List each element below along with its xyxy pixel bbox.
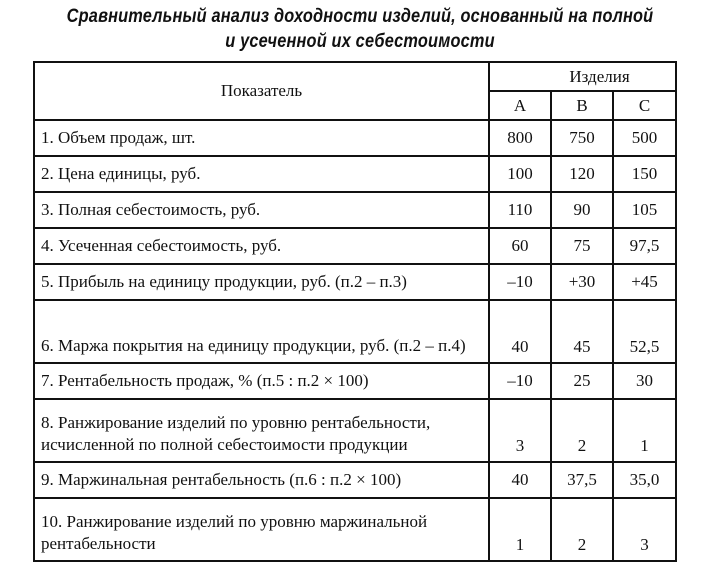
header-product-b: В (551, 91, 613, 120)
header-indicator: Показатель (34, 62, 489, 120)
row-value-b: 120 (551, 156, 613, 192)
row-value-b: 90 (551, 192, 613, 228)
row-label: 8. Ранжирование изделий по уровню рентабельности, исчисленной по полной себестоимости продукции (34, 399, 489, 462)
row-value-a: 1 (489, 498, 551, 561)
row-value-b: 25 (551, 363, 613, 399)
row-label: 6. Маржа покрытия на единицу продукции, руб. (п.2 – п.4) (34, 300, 489, 363)
header-product-c: С (613, 91, 676, 120)
row-value-c: +45 (613, 264, 676, 300)
row-value-c: 97,5 (613, 228, 676, 264)
title-line-2: и усеченной их себестоимости (225, 31, 495, 52)
row-label: 2. Цена единицы, руб. (34, 156, 489, 192)
row-value-b: 75 (551, 228, 613, 264)
row-value-b: 2 (551, 399, 613, 462)
row-value-c: 35,0 (613, 462, 676, 498)
row-value-c: 3 (613, 498, 676, 561)
page-title (50, 4, 669, 54)
row-value-a: 110 (489, 192, 551, 228)
table-row (34, 300, 676, 363)
row-value-a: 40 (489, 462, 551, 498)
row-value-b: 37,5 (551, 462, 613, 498)
table-row (34, 228, 676, 264)
row-value-c: 105 (613, 192, 676, 228)
row-value-b: 45 (551, 300, 613, 363)
row-value-a: 40 (489, 300, 551, 363)
table-row (34, 363, 676, 399)
row-value-a: 3 (489, 399, 551, 462)
header-products-group: Изделия (489, 62, 676, 91)
row-value-a: –10 (489, 363, 551, 399)
row-value-b: 2 (551, 498, 613, 561)
row-label: 1. Объем продаж, шт. (34, 120, 489, 156)
table-row (34, 120, 676, 156)
row-label: 3. Полная себестоимость, руб. (34, 192, 489, 228)
title-line-1: Сравнительный анализ доходности изделий, основанный на полной (66, 6, 654, 27)
table-row (34, 192, 676, 228)
comparison-table (33, 61, 677, 562)
row-label: 10. Ранжирование изделий по уровню маржинальной рентабельности (34, 498, 489, 561)
row-label: 5. Прибыль на единицу продукции, руб. (п.2 – п.3) (34, 264, 489, 300)
row-value-b: +30 (551, 264, 613, 300)
table-row (34, 264, 676, 300)
row-value-b: 750 (551, 120, 613, 156)
row-label: 4. Усеченная себестоимость, руб. (34, 228, 489, 264)
row-value-c: 52,5 (613, 300, 676, 363)
row-value-c: 500 (613, 120, 676, 156)
row-label: 9. Маржинальная рентабельность (п.6 : п.2 × 100) (34, 462, 489, 498)
row-value-c: 30 (613, 363, 676, 399)
row-value-c: 150 (613, 156, 676, 192)
table-row (34, 156, 676, 192)
table-row (34, 399, 676, 462)
table-row (34, 462, 676, 498)
row-value-a: 100 (489, 156, 551, 192)
row-value-a: 800 (489, 120, 551, 156)
table-row (34, 498, 676, 561)
row-value-a: –10 (489, 264, 551, 300)
header-product-a: А (489, 91, 551, 120)
row-value-a: 60 (489, 228, 551, 264)
row-label: 7. Рентабельность продаж, % (п.5 : п.2 × 100) (34, 363, 489, 399)
row-value-c: 1 (613, 399, 676, 462)
